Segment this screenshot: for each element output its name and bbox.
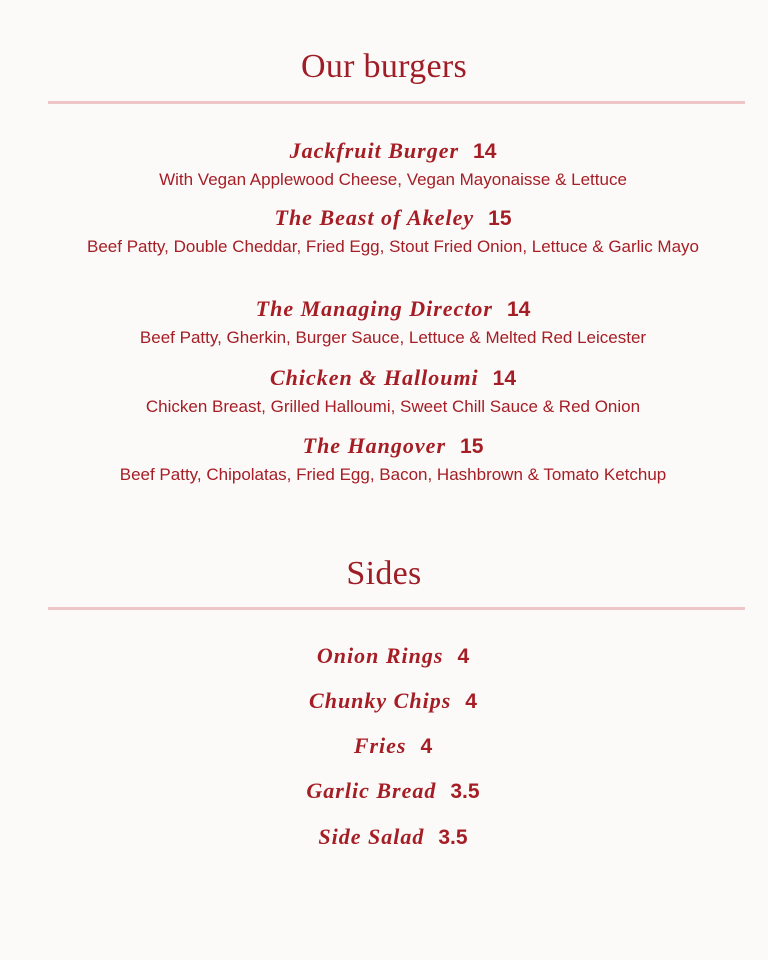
burger-price: 15 xyxy=(460,435,484,458)
burger-name: Chicken & Halloumi xyxy=(269,365,479,390)
burger-price: 14 xyxy=(492,367,517,390)
burgers-heading: Our burgers xyxy=(300,48,468,85)
burger-description: Beef Patty, Double Cheddar, Fried Egg, Stout Fried Onion, Lettuce & Garlic Mayo xyxy=(87,237,699,256)
sides-divider xyxy=(48,607,745,610)
side-item xyxy=(40,731,746,764)
burger-item-header xyxy=(40,136,746,169)
burger-item xyxy=(40,431,746,486)
burger-name: The Beast of Akeley xyxy=(274,205,475,230)
sides-heading: Sides xyxy=(346,555,422,592)
burger-price: 15 xyxy=(488,207,512,230)
burger-item xyxy=(40,294,746,349)
burger-item-header xyxy=(40,363,746,396)
side-item-header xyxy=(40,776,746,809)
burger-description: Beef Patty, Chipolatas, Fried Egg, Bacon, Hashbrown & Tomato Ketchup xyxy=(119,465,667,484)
side-item xyxy=(40,822,746,855)
burger-name: Jackfruit Burger xyxy=(289,138,460,163)
burger-item-header xyxy=(40,294,746,327)
burger-description: Beef Patty, Gherkin, Burger Sauce, Lettuce & Melted Red Leicester xyxy=(139,328,647,347)
side-price: 4 xyxy=(457,645,470,668)
side-item-header xyxy=(40,641,746,674)
burger-item-header xyxy=(40,431,746,464)
side-price: 3.5 xyxy=(450,780,480,803)
burger-description: With Vegan Applewood Cheese, Vegan Mayonaisse & Lettuce xyxy=(159,170,627,189)
burger-price: 14 xyxy=(473,140,497,163)
burger-description: Chicken Breast, Grilled Halloumi, Sweet Chill Sauce & Red Onion xyxy=(145,397,641,416)
side-item xyxy=(40,641,746,674)
side-name: Side Salad xyxy=(318,824,425,849)
side-item-header xyxy=(40,822,746,855)
side-item xyxy=(40,776,746,809)
side-price: 4 xyxy=(465,690,477,713)
burger-item xyxy=(40,203,746,258)
side-name: Onion Rings xyxy=(316,643,444,668)
burger-item-header xyxy=(40,203,746,236)
side-name: Fries xyxy=(353,733,407,758)
side-item-header xyxy=(40,731,746,764)
burger-item xyxy=(40,136,746,191)
side-item-header xyxy=(40,686,746,719)
side-price: 3.5 xyxy=(438,826,468,849)
side-name: Garlic Bread xyxy=(306,778,437,803)
burger-item xyxy=(40,363,746,418)
side-price: 4 xyxy=(420,735,433,758)
burger-price: 14 xyxy=(507,298,531,321)
side-name: Chunky Chips xyxy=(309,688,452,713)
burgers-divider xyxy=(48,101,745,104)
burger-name: The Managing Director xyxy=(255,296,493,321)
burger-name: The Hangover xyxy=(302,433,447,458)
side-item xyxy=(40,686,746,719)
